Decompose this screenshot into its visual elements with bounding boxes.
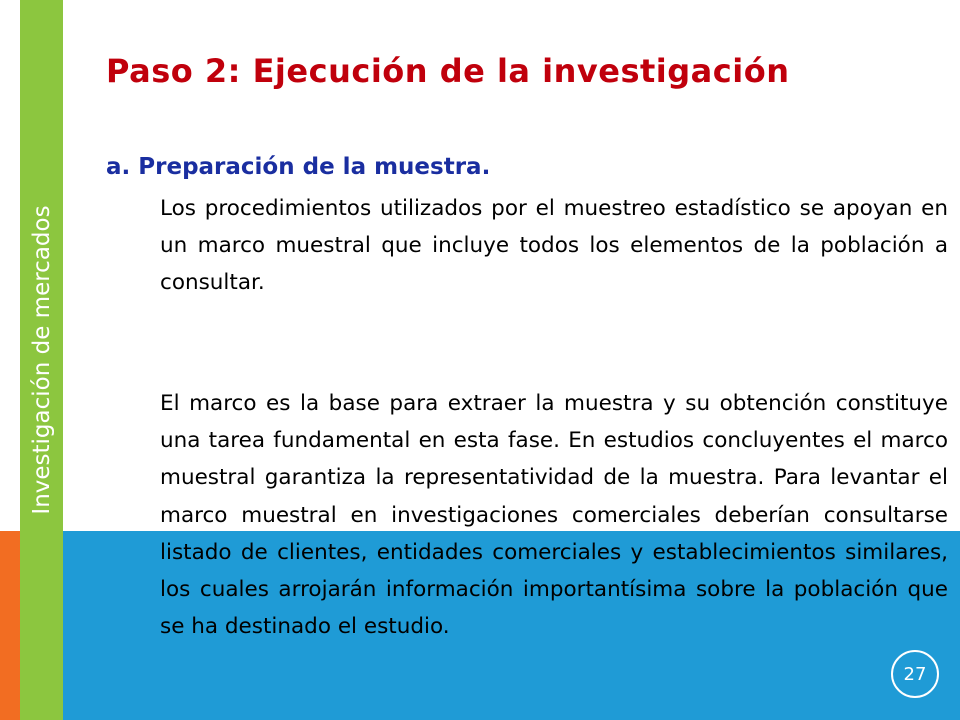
- page-number-badge: 27: [891, 650, 939, 698]
- section-heading: a. Preparación de la muestra.: [106, 154, 491, 180]
- paragraph-2: El marco es la base para extraer la muestra y su obtención constituye una tarea fundamental en esta fase. En estudios concluyentes el marco muestral garantiza la representatividad de la muestra. Para levantar el marco muestral en investigaciones comerciales deberían consultarse listado de clientes, entidades comerciales y establecimientos similares, los cuales arrojarán información importantísima sobre la población que se ha destinado el estudio.: [160, 391, 948, 640]
- slide-title: Paso 2: Ejecución de la investigación: [106, 52, 790, 90]
- sidebar-label: Investigación de mercados: [29, 205, 55, 515]
- paragraph-1: Los procedimientos utilizados por el muestreo estadístico se apoyan en un marco muestral que incluye todos los elementos de la población a consultar.: [160, 196, 948, 296]
